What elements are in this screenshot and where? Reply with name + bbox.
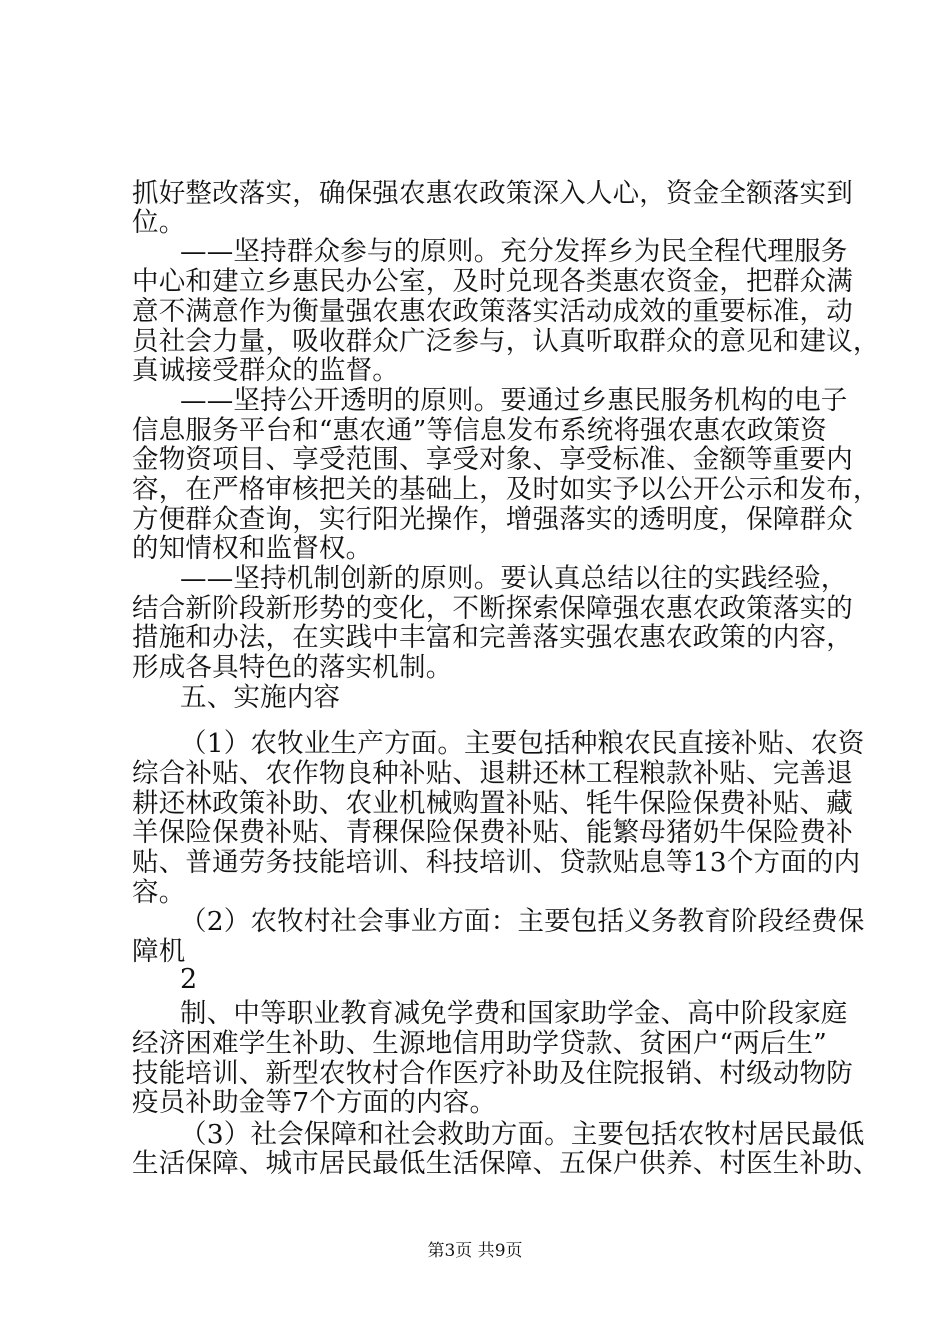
- text-line: 容。: [132, 877, 186, 908]
- page-footer: 第3页 共9页: [427, 1241, 523, 1261]
- text-line: 技能培训、新型农牧村合作医疗补助及住院报销、村级动物防: [132, 1058, 853, 1089]
- text-line: 障机: [132, 936, 186, 967]
- section-heading: 五、实施内容: [180, 682, 341, 713]
- text-line: 金物资项目、享受范围、享受对象、享受标准、金额等重要内: [132, 444, 853, 475]
- text-line: 生活保障、城市居民最低生活保障、五保户供养、村医生补助、: [132, 1148, 880, 1179]
- text-line: 措施和办法，在实践中丰富和完善落实强农惠农政策的内容，: [132, 622, 853, 653]
- inline-page-number: 2: [180, 964, 198, 995]
- text-line: （1）农牧业生产方面。主要包括种粮农民直接补贴、农资: [180, 728, 865, 759]
- text-line: 耕还林政策补助、农业机械购置补贴、牦牛保险保费补贴、藏: [132, 788, 853, 819]
- text-line: 位。: [132, 207, 186, 238]
- text-line: 意不满意作为衡量强农惠农政策落实活动成效的重要标准，动: [132, 296, 853, 327]
- text-line: 结合新阶段新形势的变化，不断探索保障强农惠农政策落实的: [132, 593, 853, 624]
- text-line: 信息服务平台和“惠农通”等信息发布系统将强农惠农政策资: [132, 415, 827, 446]
- text-line: 形成各具特色的落实机制。: [132, 652, 453, 683]
- text-line: 综合补贴、农作物良种补贴、退耕还林工程粮款补贴、完善退: [132, 758, 853, 789]
- text-line: ——坚持公开透明的原则。要通过乡惠民服务机构的电子: [180, 385, 848, 416]
- text-line: 制、中等职业教育减免学费和国家助学金、高中阶段家庭: [180, 998, 848, 1029]
- text-line: 方便群众查询，实行阳光操作，增强落实的透明度，保障群众: [132, 504, 853, 535]
- text-line: （2）农牧村社会事业方面：主要包括义务教育阶段经费保: [180, 906, 865, 937]
- text-line: 经济困难学生补助、生源地信用助学贷款、贫困户“两后生”: [132, 1028, 827, 1059]
- text-line: 疫员补助金等7个方面的内容。: [132, 1087, 497, 1118]
- text-line: 员社会力量，吸收群众广泛参与，认真听取群众的意见和建议，: [132, 326, 880, 357]
- text-line: ——坚持机制创新的原则。要认真总结以往的实践经验，: [180, 563, 848, 594]
- text-line: 贴、普通劳务技能培训、科技培训、贷款贴息等13个方面的内: [132, 847, 861, 878]
- text-line: 羊保险保费补贴、青稞保险保费补贴、能繁母猪奶牛保险费补: [132, 817, 853, 848]
- text-line: ——坚持群众参与的原则。充分发挥乡为民全程代理服务: [180, 236, 848, 267]
- text-line: 的知情权和监督权。: [132, 533, 373, 564]
- text-line: 抓好整改落实，确保强农惠农政策深入人心，资金全额落实到: [132, 178, 853, 209]
- text-line: 容，在严格审核把关的基础上，及时如实予以公开公示和发布，: [132, 474, 880, 505]
- text-line: （3）社会保障和社会救助方面。主要包括农牧村居民最低: [180, 1119, 865, 1150]
- text-line: 真诚接受群众的监督。: [132, 355, 399, 386]
- text-line: 中心和建立乡惠民办公室，及时兑现各类惠农资金，把群众满: [132, 266, 853, 297]
